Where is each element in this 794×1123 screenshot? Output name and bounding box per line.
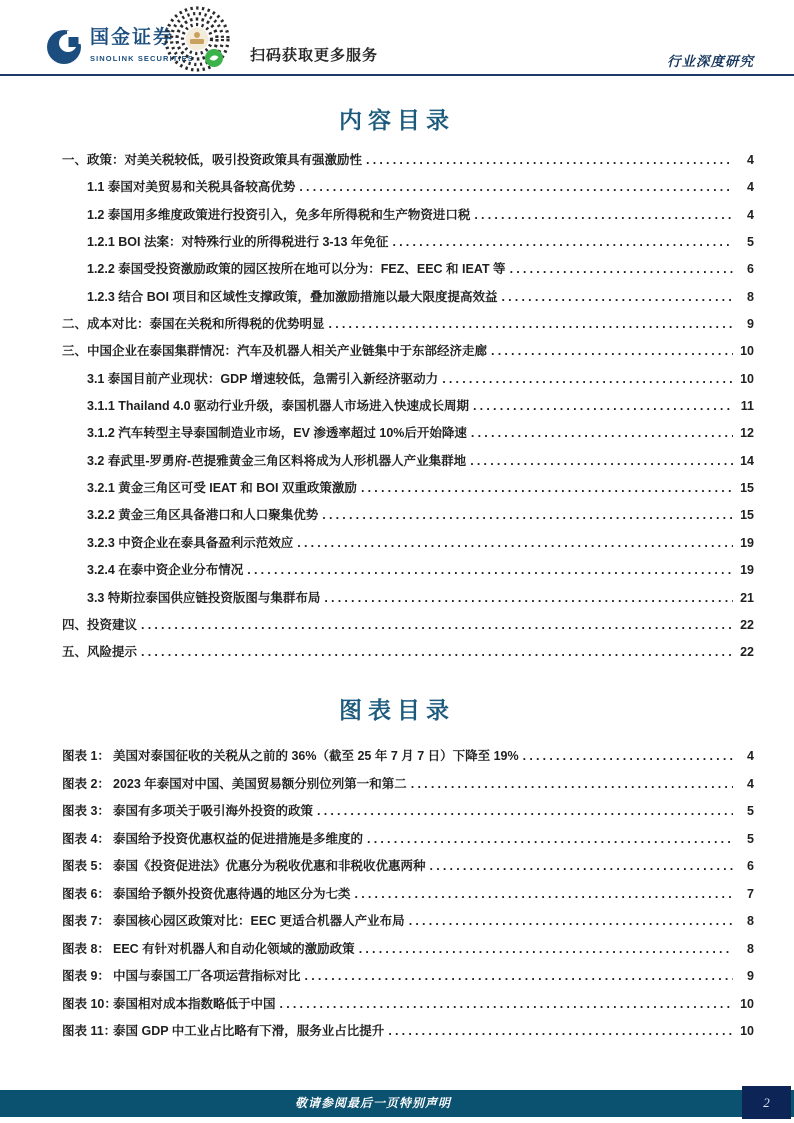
toc-entry[interactable] xyxy=(87,393,754,420)
page-ref: 6 xyxy=(747,262,754,277)
dot-leader xyxy=(430,853,733,881)
page-ref: 9 xyxy=(747,317,754,332)
header-divider xyxy=(0,74,794,76)
toc-entry[interactable] xyxy=(87,366,754,393)
figure-entry-text: 泰国有多项关于吸引海外投资的政策 xyxy=(113,804,314,818)
dot-leader xyxy=(367,826,733,854)
toc-entry-text: 3.3 特斯拉泰国供应链投资版图与集群布局 xyxy=(87,590,321,605)
figure-list xyxy=(62,743,754,1046)
page-ref: 8 xyxy=(747,914,754,928)
page-ref: 21 xyxy=(740,590,754,605)
figure-entry-text: 泰国核心园区政策对比：EEC 更适合机器人产业布局 xyxy=(113,914,405,928)
page-ref: 5 xyxy=(747,831,754,846)
toc-entry[interactable] xyxy=(87,448,754,475)
figure-entry-label: 图表 6： xyxy=(62,886,110,901)
figure-entry-label: 图表 10： xyxy=(62,996,117,1011)
page-ref: 10 xyxy=(740,344,754,359)
toc-entry-text: 3.1.1 Thailand 4.0 驱动行业升级，泰国机器人市场进入快速成长周期 xyxy=(87,399,469,414)
dot-leader xyxy=(324,585,733,612)
page-ref: 22 xyxy=(740,617,754,632)
page-number-box xyxy=(742,1086,791,1119)
sinolink-logo-icon xyxy=(46,29,82,65)
figure-entry-label: 图表 3： xyxy=(62,804,110,818)
figure-entry[interactable] xyxy=(62,743,754,771)
page-ref: 4 xyxy=(747,180,754,195)
page-ref: 4 xyxy=(747,776,754,791)
toc-entry-text: 一、政策：对美关税较低，吸引投资政策具有强激励性 xyxy=(62,153,363,167)
figure-entry-text: EEC 有针对机器人和自动化领域的激励政策 xyxy=(113,941,355,956)
toc-entry-text: 3.2.4 在泰中资企业分布情况 xyxy=(87,563,244,578)
dot-leader xyxy=(355,881,733,909)
dot-leader xyxy=(299,174,733,201)
figures-title: 图表目录 xyxy=(339,697,455,723)
toc-entry-text: 二、成本对比：泰国在关税和所得税的优势明显 xyxy=(62,317,325,332)
toc-entry-text: 1.1 泰国对美贸易和关税具备较高优势 xyxy=(87,180,296,195)
figure-entry-text: 泰国给予额外投资优惠待遇的地区分为七类 xyxy=(113,886,351,901)
brand-name: 国金证券 xyxy=(90,27,175,48)
page-ref: 4 xyxy=(747,207,754,222)
toc-entry-text: 3.2.2 黄金三角区具备港口和人口聚集优势 xyxy=(87,508,319,523)
dot-leader xyxy=(317,798,733,826)
toc-entry[interactable] xyxy=(87,420,754,447)
toc-entry[interactable] xyxy=(87,174,754,201)
figure-entry-text: 中国与泰国工厂各项运营指标对比 xyxy=(113,969,301,983)
figure-entry[interactable] xyxy=(62,826,754,854)
toc-entry[interactable] xyxy=(87,530,754,557)
page-ref: 6 xyxy=(747,859,754,873)
dot-leader xyxy=(329,311,733,338)
figure-entry-label: 图表 1： xyxy=(62,749,110,763)
dot-leader xyxy=(388,1018,733,1046)
figure-entry-label: 图表 2： xyxy=(62,776,110,791)
toc-entry[interactable] xyxy=(62,147,754,174)
dot-leader xyxy=(442,366,733,393)
toc-entry[interactable] xyxy=(62,612,754,639)
figure-entry-label: 图表 7： xyxy=(62,914,110,928)
toc-entry-text: 3.2.3 中资企业在泰具备盈利示范效应 xyxy=(87,535,294,550)
dot-leader xyxy=(411,771,733,799)
dot-leader xyxy=(359,936,733,964)
page-ref: 11 xyxy=(740,399,754,414)
toc-entry-text: 3.1 泰国目前产业现状：GDP 增速较低，急需引入新经济驱动力 xyxy=(87,371,439,386)
figure-entry[interactable] xyxy=(62,908,754,936)
page-ref: 8 xyxy=(747,941,754,956)
figure-entry-label: 图表 11： xyxy=(62,1024,117,1038)
brand-name-en: SINOLINK SECURITIES xyxy=(90,54,194,63)
dot-leader xyxy=(470,448,733,475)
toc-entry[interactable] xyxy=(62,338,754,365)
toc-entry[interactable] xyxy=(87,502,754,529)
dot-leader xyxy=(297,530,733,557)
page-ref: 10 xyxy=(740,1024,754,1038)
dot-leader xyxy=(305,963,733,991)
dot-leader xyxy=(501,284,733,311)
toc-entry-text: 五、风险提示 xyxy=(62,645,138,660)
figure-entry-label: 图表 9： xyxy=(62,969,110,983)
figure-entry[interactable] xyxy=(62,881,754,909)
dot-leader xyxy=(523,743,733,771)
toc-entry[interactable] xyxy=(87,202,754,229)
dot-leader xyxy=(141,612,733,639)
toc-entry-text: 四、投资建议 xyxy=(62,617,138,632)
dot-leader xyxy=(141,639,733,666)
figure-entry-text: 泰国相对成本指数略低于中国 xyxy=(113,996,276,1011)
dot-leader xyxy=(322,502,733,529)
page-ref: 5 xyxy=(747,804,754,818)
toc-entry-text: 3.2 春武里-罗勇府-芭提雅黄金三角区料将成为人形机器人产业集群地 xyxy=(87,453,467,468)
page-number: 2 xyxy=(763,1095,770,1110)
page-ref: 10 xyxy=(740,371,754,386)
toc-entry[interactable] xyxy=(87,557,754,584)
footer-bar xyxy=(0,1090,794,1117)
toc-entry-text: 3.2.1 黄金三角区可受 IEAT 和 BOI 双重政策激励 xyxy=(87,481,357,496)
dot-leader xyxy=(473,393,733,420)
figure-entry-label: 图表 5： xyxy=(62,859,110,873)
figure-entry[interactable] xyxy=(62,771,754,799)
figure-entry[interactable] xyxy=(62,853,754,881)
toc-entry[interactable] xyxy=(87,284,754,311)
toc-entry-text: 三、中国企业在泰国集群情况：汽车及机器人相关产业链集中于东部经济走廊 xyxy=(62,344,488,359)
page-ref: 10 xyxy=(740,996,754,1011)
page-ref: 4 xyxy=(747,749,754,763)
dot-leader xyxy=(474,202,733,229)
page-ref: 8 xyxy=(747,289,754,304)
page-ref: 4 xyxy=(747,153,754,167)
page-ref: 12 xyxy=(740,426,754,441)
page-ref: 19 xyxy=(740,563,754,578)
dot-leader xyxy=(491,338,733,365)
toc-entry-text: 1.2.2 泰国受投资激励政策的园区按所在地可以分为：FEZ、EEC 和 IEAT 等 xyxy=(87,262,506,277)
toc-entry-text: 1.2 泰国用多维度政策进行投资引入，免多年所得税和生产物资进口税 xyxy=(87,207,471,222)
page-ref: 5 xyxy=(747,235,754,250)
toc-entry[interactable] xyxy=(62,311,754,338)
toc-entry-text: 1.2.1 BOI 法案：对特殊行业的所得税进行 3-13 年免征 xyxy=(87,235,389,250)
dot-leader xyxy=(247,557,733,584)
figure-entry[interactable] xyxy=(62,798,754,826)
page-ref: 9 xyxy=(747,969,754,983)
dot-leader xyxy=(471,420,733,447)
qr-caption: 扫码获取更多服务 xyxy=(250,47,379,64)
figure-entry-text: 泰国《投资促进法》优惠分为税收优惠和非税收优惠两种 xyxy=(113,859,426,873)
dot-leader xyxy=(392,229,733,256)
toc-list xyxy=(62,147,754,667)
figure-entry-text: 泰国 GDP 中工业占比略有下滑，服务业占比提升 xyxy=(113,1024,385,1038)
page-ref: 14 xyxy=(740,453,754,468)
page-ref: 22 xyxy=(740,645,754,660)
toc-entry[interactable] xyxy=(87,475,754,502)
dot-leader xyxy=(409,908,733,936)
toc-entry-text: 3.1.2 汽车转型主导泰国制造业市场，EV 渗透率超过 10%后开始降速 xyxy=(87,426,467,441)
dot-leader xyxy=(361,475,733,502)
toc-entry[interactable] xyxy=(87,256,754,283)
figure-entry[interactable] xyxy=(62,936,754,964)
footer-disclaimer: 敬请参阅最后一页特别声明 xyxy=(294,1096,451,1110)
toc-entry-text: 1.2.3 结合 BOI 项目和区域性支撑政策，叠加激励措施以最大限度提高效益 xyxy=(87,289,498,304)
page-ref: 19 xyxy=(740,535,754,550)
page-ref: 15 xyxy=(740,508,754,523)
figure-entry[interactable] xyxy=(62,991,754,1019)
figure-entry-text: 美国对泰国征收的关税从之前的 36%（截至 25 年 7 月 7 日）下降至 19% xyxy=(113,749,519,763)
qr-code-icon[interactable] xyxy=(163,5,231,73)
toc-title: 内容目录 xyxy=(339,107,455,133)
toc-entry[interactable] xyxy=(87,585,754,612)
dot-leader xyxy=(510,256,733,283)
figure-entry[interactable] xyxy=(62,1018,754,1046)
dot-leader xyxy=(280,991,733,1019)
figure-entry-label: 图表 8： xyxy=(62,941,110,956)
page-ref: 7 xyxy=(747,886,754,901)
figure-entry[interactable] xyxy=(62,963,754,991)
toc-entry[interactable] xyxy=(87,229,754,256)
figure-entry-text: 2023 年泰国对中国、美国贸易额分别位列第一和第二 xyxy=(113,776,407,791)
report-type-label: 行业深度研究 xyxy=(667,54,754,69)
page-ref: 15 xyxy=(740,481,754,496)
figure-entry-text: 泰国给予投资优惠权益的促进措施是多维度的 xyxy=(113,831,364,846)
toc-entry[interactable] xyxy=(62,639,754,666)
dot-leader xyxy=(366,147,733,174)
figure-entry-label: 图表 4： xyxy=(62,831,110,846)
